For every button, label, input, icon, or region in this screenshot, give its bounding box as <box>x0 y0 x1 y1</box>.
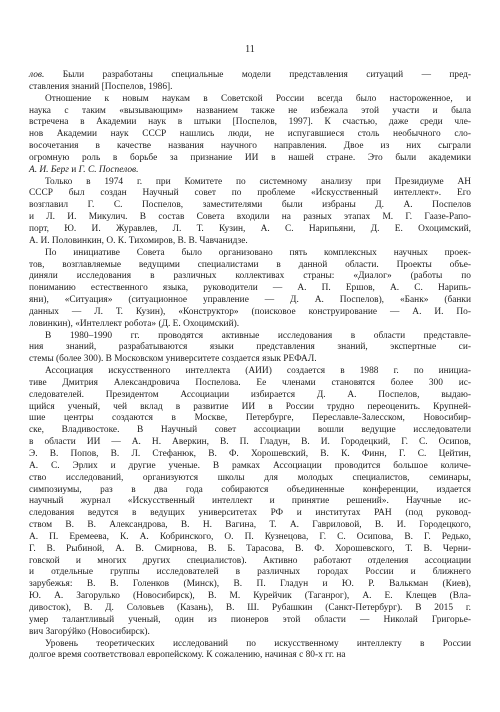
paragraph <box>29 94 471 177</box>
text-line: наука с таким «вызывающим» названием также не избежала этой участи и была <box>29 105 471 116</box>
text-line: ске, Владивостоке. В Научный совет ассоциации вошли ведущие исследователи <box>29 425 471 436</box>
text-line: умер талантливый ученый, один из пионеров этой области — Николай Григорье- <box>29 614 471 625</box>
text-line: ством В. В. Александрова, В. Н. Вагина, Т. А. Гавриловой, В. И. Городецкого, <box>29 520 471 531</box>
text-line: стемы (более 300). В Московском университете создается язык РЕФАЛ. <box>29 354 317 365</box>
text-line: диняли исследования в различных коллективах страны: «Диалог» (работы по <box>29 271 471 282</box>
text-line: нов Академии наук СССР нашлись люди, не испугавшиеся столь необычного сло- <box>29 129 471 140</box>
text-line: долгое время соответствовал европейскому. К сожалению, начиная с 80-х гг. на <box>29 650 346 661</box>
page-number: 11 <box>245 44 255 55</box>
text-line: вич Загорýйко (Новосибирск). <box>29 626 150 637</box>
paragraph <box>29 248 471 331</box>
text-line: СССР был создан Научный совет по проблеме «Искусственный интеллект». Его <box>29 188 471 199</box>
text-line: говской и многих других специалистов). Активно работают отделения ассоциации <box>29 555 471 566</box>
text-line: В 1980–1990 гг. проводятся активные исследования в области представле- <box>45 330 471 341</box>
text-line: тиве Дмитрия Александровича Поспелова. Ее членами становятся более 300 ис- <box>29 377 471 388</box>
text-line: Ассоциация искусственного интеллекта (АИИ) создается в 1988 г. по инициа- <box>45 366 471 377</box>
text-line: в области ИИ — А. Н. Аверкин, В. П. Гладун, В. И. Городецкий, Г. С. Осипов, <box>29 437 471 448</box>
paragraph <box>29 331 471 367</box>
text-line: Э. В. Попов, В. Л. Стефанюк, В. Ф. Хорошевский, В. К. Финн, Г. С. Цейтин, <box>29 449 471 459</box>
text-line: ния знаний, разрабатываются языки представления знаний, экспертные си- <box>29 342 471 353</box>
text-line: и Л. И. Микулич. В состав Совета входили на разных этапах М. Г. Гаазе-Рапо- <box>29 212 471 223</box>
text-line: лов. Были разработаны специальные модели представления ситуаций — пред- <box>29 70 471 80</box>
text-line: симпозиумы, раз в два года собираются объединенные конференции, издается <box>29 484 471 495</box>
text-line: ловинкин), «Интеллект робота» (Д. Е. Охоцимский). <box>29 318 240 329</box>
text-line: дивосток), В. Д. Соловьев (Казань), В. Ш. Рубашкин (Санкт-Петербург). В 2015 г. <box>29 602 471 613</box>
text-line: Отношение к новым наукам в Советской России всегда было настороженное, и <box>45 93 471 104</box>
text-line: А. П. Еремеева, К. А. Кобринского, О. П. Кузнецова, Г. С. Осипова, В. Г. Редько, <box>29 531 471 542</box>
text-line: Ю. А. Загорулько (Новосибирск), В. М. Курейчик (Таганрог), А. Е. Клещев (Вла- <box>29 591 471 602</box>
text-line: порт, Ю. И. Журавлев, Л. Т. Кузин, А. С. Нарипьяни, Д. Е. Охоцимский, <box>29 223 471 234</box>
text-line: восочетания в качестве названия научного направления. Двое из них сыграли <box>29 141 471 152</box>
text-line: А. И. Берг и Г. С. Поспелов. <box>29 164 139 175</box>
text-line: ство исследований, организуются школы для молодых специалистов, семинары, <box>29 472 471 483</box>
text-line: Только в 1974 г. при Комитете по системному анализу при Президиуме АН <box>45 176 471 187</box>
text-line: огромную роль в борьбе за признание ИИ в нашей стране. Это были академики <box>29 152 471 163</box>
text-line: пониманию естественного языка, руководители — А. П. Ершов, А. С. Нарипь- <box>29 283 471 294</box>
paragraph <box>29 366 471 638</box>
text-line: Г. В. Рыбиной, А. В. Смирнова, В. Б. Тарасова, В. Ф. Хорошевского, Т. В. Черни- <box>29 543 471 554</box>
paragraph <box>29 70 471 94</box>
text-line: возглавил Г. С. Поспелов, заместителями были избраны Д. А. Поспелов <box>29 200 471 211</box>
text-line: научный журнал «Искусственный интеллект и принятие решений». Научные ис- <box>29 496 471 507</box>
text-line: А. С. Эрлих и другие ученые. В рамках Ассоциации проводится большое количе- <box>29 460 471 471</box>
body-text <box>29 70 471 662</box>
text-line: яни), «Ситуация» (ситуационное управление — Д. А. Поспелов), «Банк» (банки <box>29 295 471 306</box>
text-line: шие центры создаются в Москве, Петербурге, Переславле-Залесском, Новосибир- <box>29 413 471 424</box>
text-line: следователей. Президентом Ассоциации избирается Д. А. Поспелов, выдаю- <box>29 389 471 400</box>
text-line: зарубежья: В. В. Голенков (Минск), В. П. Гладун и Ю. Р. Валькман (Киев), <box>29 579 471 590</box>
text-line: и отдельные группы исследователей в различных городах России и ближнего <box>29 567 471 578</box>
text-line: данных — Л. Т. Кузин), «Конструктор» (поисковое конструирование — А. И. По- <box>29 306 471 317</box>
text-line: щийся ученый, чей вклад в развитие ИИ в России трудно переоценить. Крупней- <box>29 401 471 412</box>
text-line: встречена в Академии наук в штыки [Поспелов, 1997]. К счастью, даже среди чле- <box>29 117 471 128</box>
text-line: следования ведутся в ведущих университетах РФ и институтах РАН (под руковод- <box>29 508 471 519</box>
paragraph <box>29 177 471 248</box>
paragraph <box>29 639 471 663</box>
text-line: Уровень теоретических исследований по искусственному интеллекту в России <box>45 638 471 649</box>
text-line: А. И. Половинкин, О. К. Тихомиров, В. В. Чавчанидзе. <box>29 235 248 246</box>
text-line: тов, возглавляемые ведущими специалистами в данной области. Проекты объе- <box>29 259 471 270</box>
text-line: По инициативе Совета было организовано пять комплексных научных проек- <box>45 247 471 258</box>
text-line: ставления знаний [Поспелов, 1986]. <box>29 81 173 92</box>
